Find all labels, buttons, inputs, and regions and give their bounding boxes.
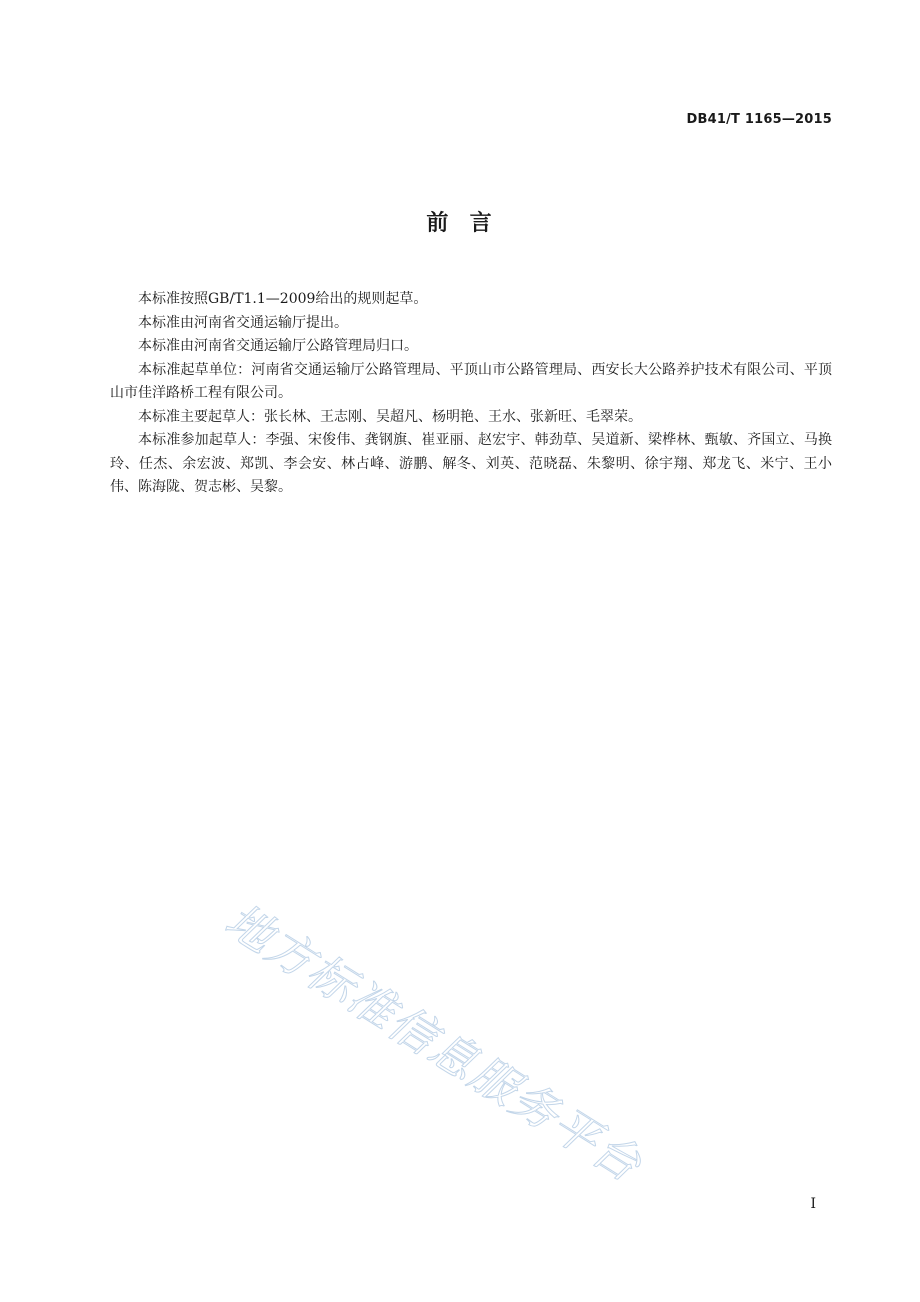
page-number: I: [810, 1196, 816, 1212]
foreword-body: [110, 288, 832, 500]
paragraph-participating-drafters: 本标准参加起草人：李强、宋俊伟、龚钢旗、崔亚丽、赵宏宇、韩劲草、吴道新、梁桦林、甄敏、齐国立、马换玲、任杰、余宏波、郑凯、李会安、林占峰、游鹏、解冬、刘英、范晓磊、朱黎明、徐宇翔、郑龙飞、米宁、王小伟、陈海陇、贺志彬、吴黎。: [110, 432, 832, 495]
standard-code: DB41/T 1165—2015: [686, 112, 832, 127]
watermark-text: 地方标准信息服务平台: [216, 892, 652, 1193]
paragraph-main-drafters: 本标准主要起草人：张长林、王志刚、吴超凡、杨明艳、王水、张新旺、毛翠荣。: [138, 408, 642, 425]
paragraph-administrator: 本标准由河南省交通运输厅公路管理局归口。: [138, 338, 418, 354]
paragraph-proposer: 本标准由河南省交通运输厅提出。: [138, 314, 348, 331]
paragraph-drafting-rules: 本标准按照GB/T1.1—2009给出的规则起草。: [138, 291, 428, 307]
paragraph-drafting-units: 本标准起草单位：河南省交通运输厅公路管理局、平顶山市公路管理局、西安长大公路养护技术有限公司、平顶山市佳洋路桥工程有限公司。: [110, 361, 832, 401]
page-title: 前 言: [426, 211, 494, 236]
